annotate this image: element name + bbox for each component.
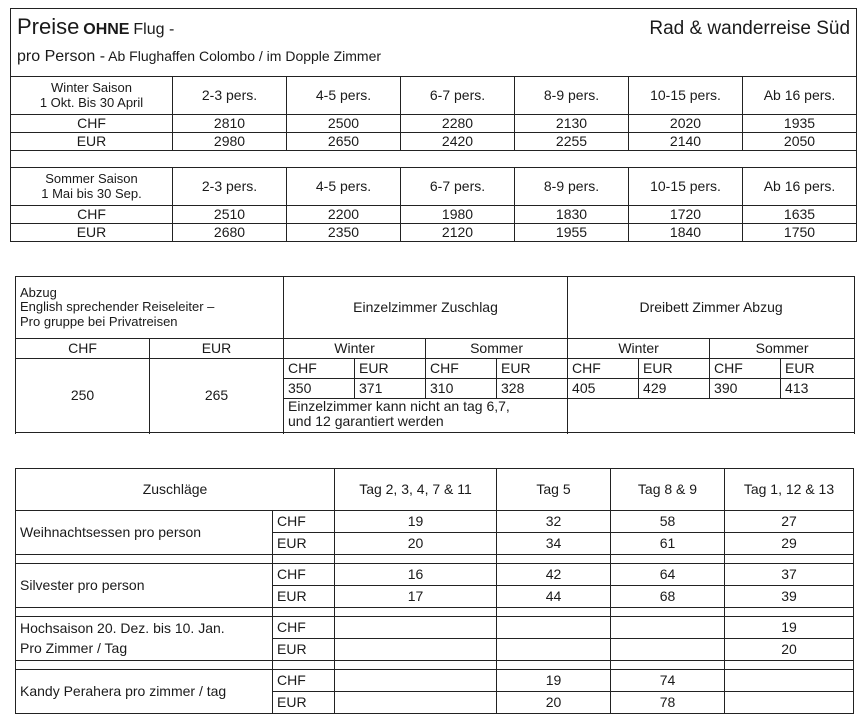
- surcharge-header: Zuschläge: [16, 469, 335, 511]
- group-col: 6-7 pers.: [401, 77, 515, 115]
- group-col: Ab 16 pers.: [743, 77, 857, 115]
- surcharge-table: Zuschläge Tag 2, 3, 4, 7 & 11 Tag 5 Tag 8 & 9 Tag 1, 12 & 13 Weihnachtsessen pro person CHF 19 32 58 27 EUR 20 34 61 29 Silvester pro person CHF 16 42 64 37 EUR 17 44 68 39 Hochsaison 20. Dez. bis 10. Jan. Pro Zimmer / Tag CHF 19 EUR 20 Kandy Perahera pro zimmer / tag CHF 19 74 EUR 20 78: [15, 468, 854, 714]
- day-col: Tag 5: [497, 469, 611, 511]
- winter-season-label: Winter Saison 1 Okt. Bis 30 April: [11, 77, 173, 115]
- triple-room-title: Dreibett Zimmer Abzug: [568, 277, 855, 339]
- group-col: 10-15 pers.: [629, 77, 743, 115]
- row-label-kandy: Kandy Perahera pro zimmer / tag: [16, 670, 273, 714]
- deduction-table: Abzug English sprechender Reiseleiter – Pro gruppe bei Privatreisen Einzelzimmer Zuschlag Dreibett Zimmer Abzug CHF EUR Winter Sommer Winter Sommer 250 265 CHF EUR CHF EUR CHF EUR CHF EUR 350 371 310 328 405 429 390 413 Einzelzimmer kann nicht an tag 6,7, und 12 garantiert werden: [15, 276, 855, 433]
- table-row: EUR 2980 2650 2420 2255 2140 2050: [11, 133, 857, 151]
- group-col: 6-7 pers.: [401, 168, 515, 206]
- group-col: 4-5 pers.: [287, 77, 401, 115]
- page-title: Preise OHNE Flug -: [17, 14, 175, 39]
- single-room-note: Einzelzimmer kann nicht an tag 6,7, und 12 garantiert werden: [284, 399, 568, 433]
- row-label-silvester: Silvester pro person: [16, 564, 273, 608]
- winter-header-row: [11, 77, 857, 115]
- table-row: CHF 2510 2200 1980 1830 1720 1635: [11, 206, 857, 224]
- abzug-label: Abzug English sprechender Reiseleiter – Pro gruppe bei Privatreisen: [16, 277, 284, 339]
- spacer-row: [16, 608, 854, 617]
- guide-chf-value: 250: [16, 359, 150, 433]
- sommer-header-row: [11, 168, 857, 206]
- group-col: 10-15 pers.: [629, 168, 743, 206]
- day-col: Tag 1, 12 & 13: [725, 469, 854, 511]
- group-col: 2-3 pers.: [173, 77, 287, 115]
- day-col: Tag 8 & 9: [611, 469, 725, 511]
- group-col: Ab 16 pers.: [743, 168, 857, 206]
- group-col: 8-9 pers.: [515, 77, 629, 115]
- sommer-season-label: Sommer Saison 1 Mai bis 30 Sep.: [11, 168, 173, 206]
- price-table: [10, 8, 857, 242]
- trip-name: Rad & wanderreise Süd: [649, 18, 851, 39]
- group-col: 8-9 pers.: [515, 168, 629, 206]
- day-col: Tag 2, 3, 4, 7 & 11: [335, 469, 497, 511]
- guide-eur-value: 265: [150, 359, 284, 433]
- page-subtitle: pro Person - Ab Flughaffen Colombo / im Dopple Zimmer: [17, 47, 382, 65]
- row-label-hochsaison: Hochsaison 20. Dez. bis 10. Jan. Pro Zimmer / Tag: [16, 617, 273, 661]
- group-col: 4-5 pers.: [287, 168, 401, 206]
- row-label-weihnacht: Weihnachtsessen pro person: [16, 511, 273, 555]
- spacer-row: [16, 661, 854, 670]
- single-room-title: Einzelzimmer Zuschlag: [284, 277, 568, 339]
- spacer-row: [16, 555, 854, 564]
- table-row: CHF 2810 2500 2280 2130 2020 1935: [11, 115, 857, 133]
- table-row: EUR 2680 2350 2120 1955 1840 1750: [11, 224, 857, 242]
- group-col: 2-3 pers.: [173, 168, 287, 206]
- price-title-cell: [11, 9, 857, 77]
- spacer-row: [11, 151, 857, 168]
